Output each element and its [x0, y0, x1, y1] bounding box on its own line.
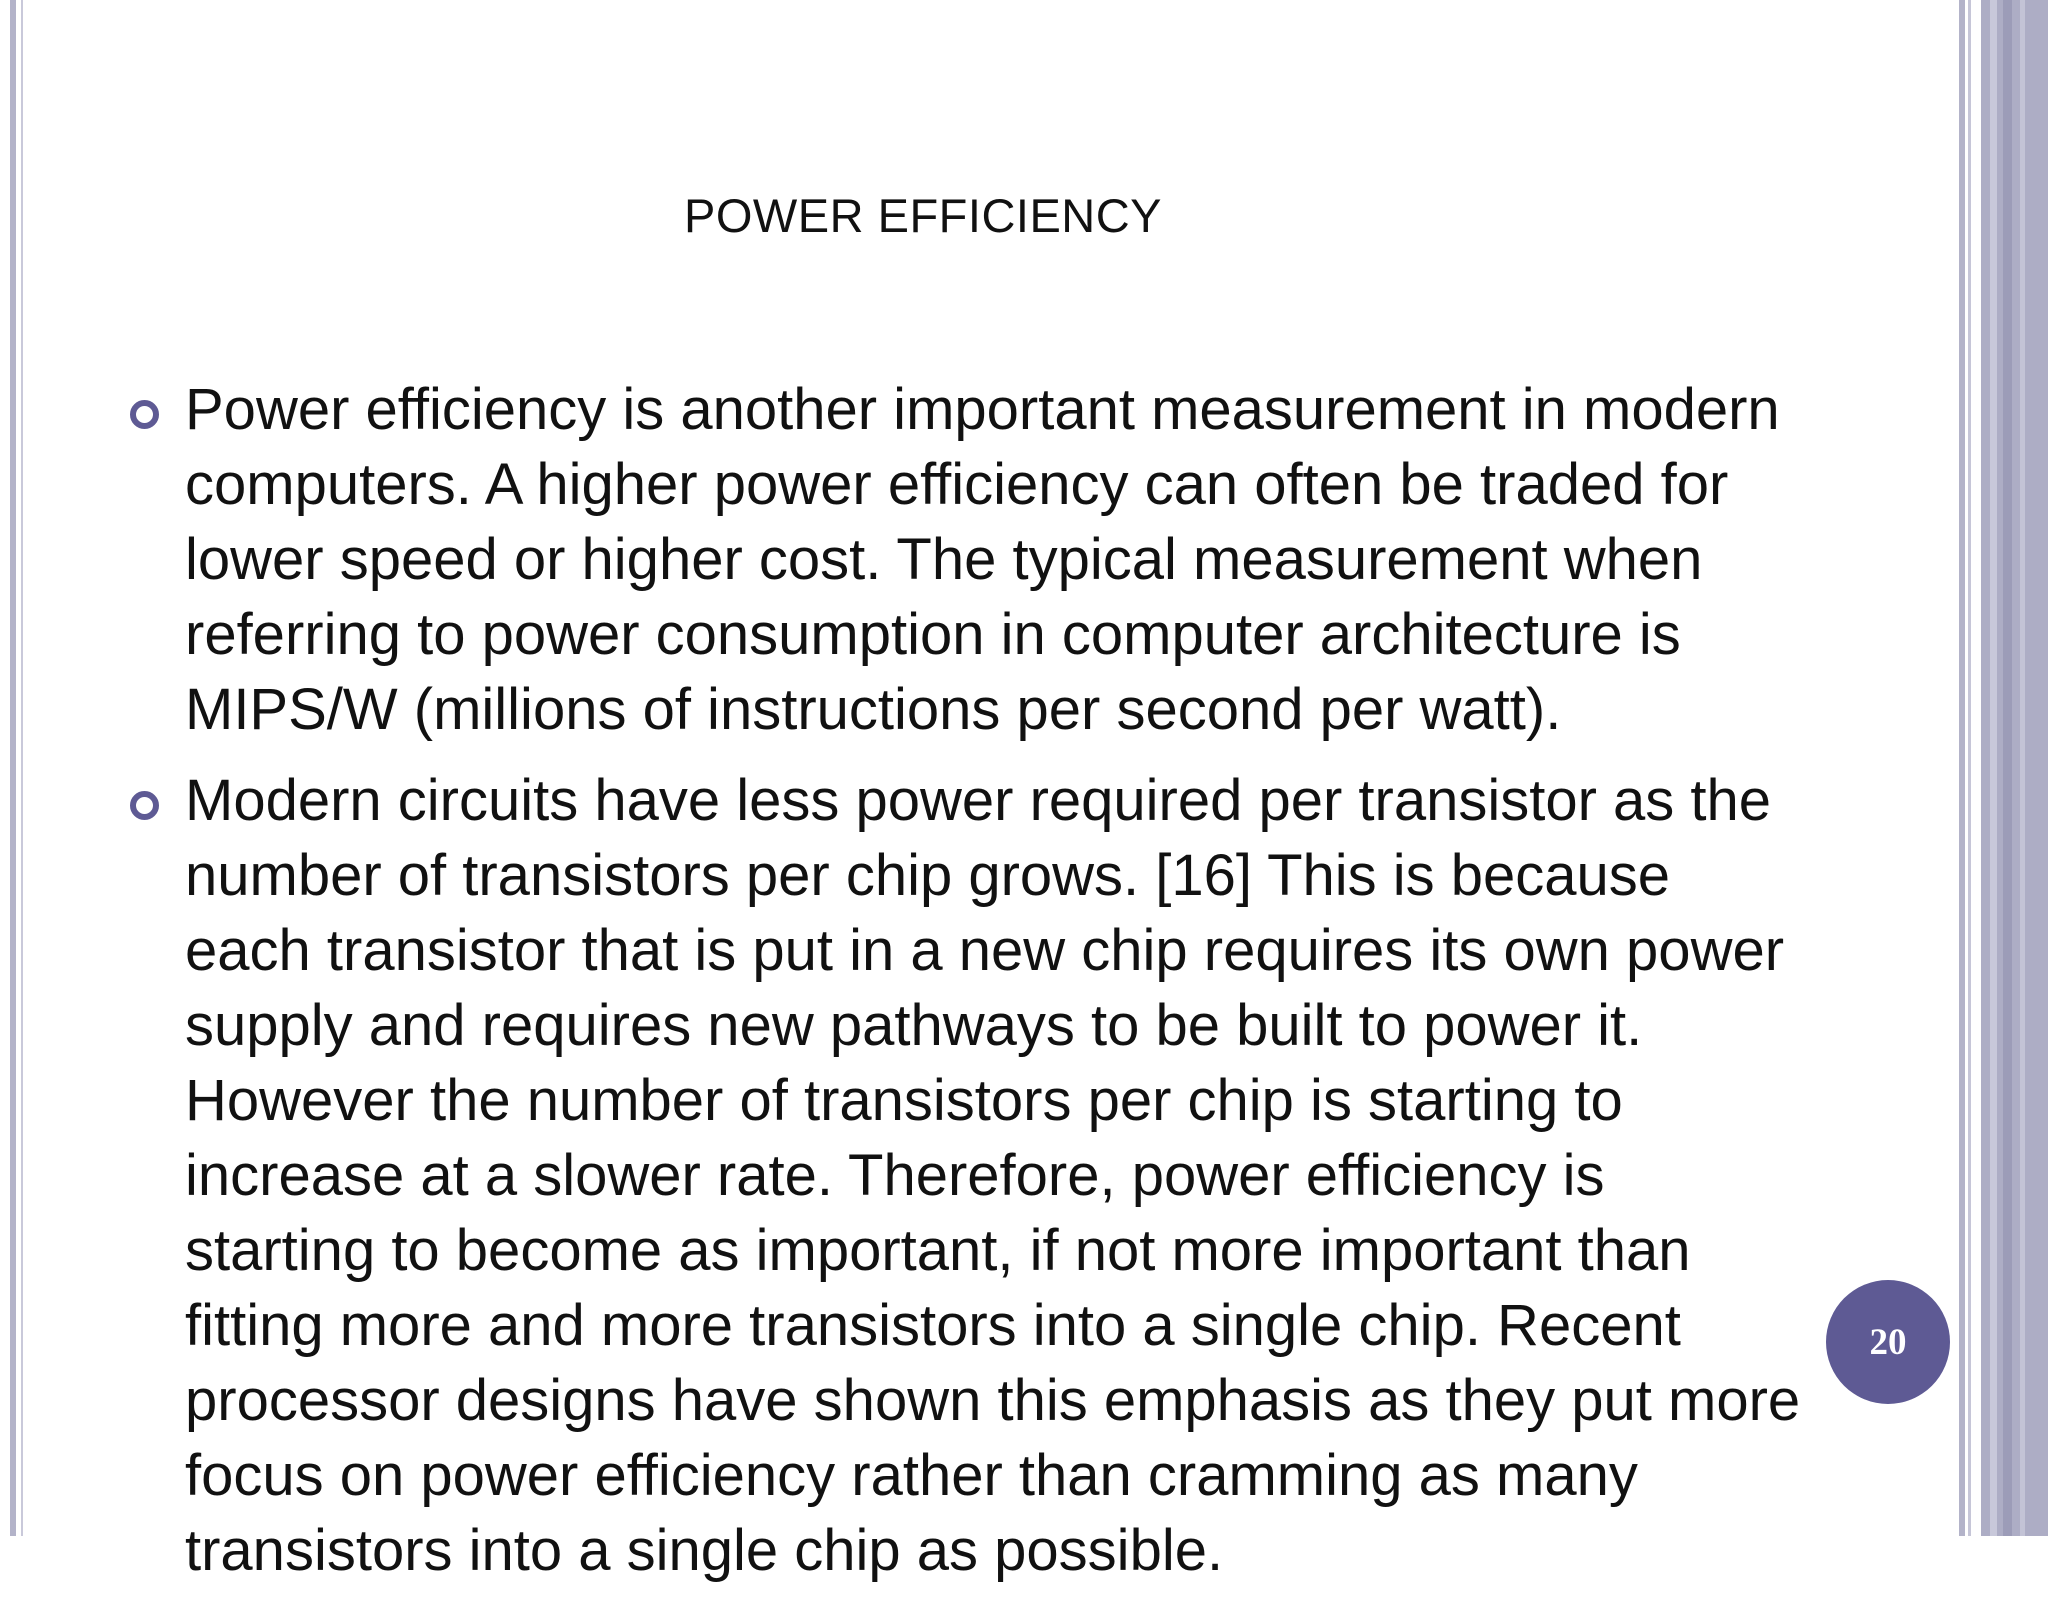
bullet-text — [185, 372, 1942, 747]
bullet-item — [122, 372, 1942, 747]
text-line: each transistor that is put in a new chip requires its own power — [185, 918, 1785, 983]
text-line: MIPS/W (millions of instructions per second per watt). — [185, 677, 1562, 742]
text-line: focus on power efficiency rather than cramming as many — [185, 1443, 1638, 1508]
bullet-text — [185, 763, 1942, 1588]
text-line: referring to power consumption in computer architecture is — [185, 602, 1681, 667]
text-line: starting to become as important, if not more important than — [185, 1218, 1691, 1283]
right-border-stripe — [2003, 0, 2012, 1536]
right-border-stripe — [2020, 0, 2025, 1536]
text-line: increase at a slower rate. Therefore, power efficiency is — [185, 1143, 1605, 1208]
text-line: However the number of transistors per chip is starting to — [185, 1068, 1623, 1133]
hollow-circle-bullet-icon — [130, 400, 159, 429]
right-border-line — [1959, 0, 1965, 1536]
text-line: transistors into a single chip as possible. — [185, 1518, 1224, 1583]
left-border-line-thin — [21, 0, 23, 1536]
slide-content — [122, 372, 1942, 1604]
text-line: processor designs have shown this emphasis as they put more — [185, 1368, 1801, 1433]
text-line: fitting more and more transistors into a single chip. Recent — [185, 1293, 1681, 1358]
slide-title: POWER EFFICIENCY — [684, 189, 1163, 242]
text-line: computers. A higher power efficiency can often be traded for — [185, 452, 1729, 517]
text-line: supply and requires new pathways to be built to power it. — [185, 993, 1643, 1058]
right-border-stripe — [1990, 0, 1997, 1536]
text-line: Modern circuits have less power required per transistor as the — [185, 768, 1772, 833]
right-border-line-thin — [1968, 0, 1971, 1536]
hollow-circle-bullet-icon — [130, 791, 159, 820]
left-border-line — [10, 0, 16, 1536]
text-line: Power efficiency is another important measurement in modern — [185, 377, 1780, 442]
page-number-badge — [1826, 1280, 1950, 1404]
bullet-item — [122, 763, 1942, 1588]
page-number: 20 — [1869, 1321, 1907, 1363]
text-line: number of transistors per chip grows. [16] This is because — [185, 843, 1671, 908]
text-line: lower speed or higher cost. The typical measurement when — [185, 527, 1703, 592]
